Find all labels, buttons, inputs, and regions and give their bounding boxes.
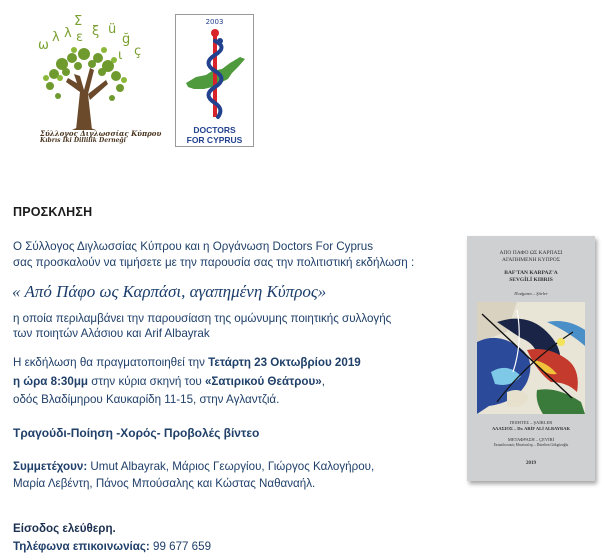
logo-year: 2003 — [205, 18, 224, 26]
invitation-heading: ΠΡΟΣΚΛΗΣΗ — [13, 205, 93, 219]
logo-letter: Σ — [74, 14, 83, 29]
event-time: η ώρα 8:30μμ — [13, 375, 89, 388]
contact-line — [13, 539, 211, 554]
caduceus-icon — [182, 27, 248, 123]
logo-title-line1: DOCTORS — [193, 125, 236, 135]
book-year: 2019 — [526, 461, 536, 466]
book-genre: Ποιήματα – Şiirler — [514, 291, 548, 296]
event-venue — [13, 374, 325, 389]
venue-suffix: , — [321, 375, 325, 388]
event-address: οδός Βλαδίμηρου Καυκαρίδη 11-15, στην Αγλαντζιά. — [13, 393, 280, 406]
association-name-tr: Kıbrıs İki Dillilik Derneği — [40, 137, 126, 144]
description-line-1: η οποία περιλαμβάνει την παρουσίαση της ομώνυμης ποιητικής συλλογής — [13, 312, 392, 325]
when-prefix: Η εκδήλωση θα πραγματοποιηθεί την — [13, 356, 209, 369]
participants-names-1: Umut Albayrak, Μάριος Γεωργίου, Γιώργος Καλογήρου, — [87, 460, 375, 473]
event-date: Τετάρτη 23 Οκτωβρίου 2019 — [208, 356, 361, 369]
association-name: Σύλλογος Διγλωσσίας Κύπρου — [40, 129, 162, 138]
logo-letter: λ — [64, 26, 72, 41]
phone-label: Τηλέφωνα επικοινωνίας: — [13, 540, 150, 553]
logo-letter: ι — [118, 48, 123, 63]
logo-letter: λ — [52, 30, 60, 45]
book-poets-label: ΠΟΙΗΤΕΣ – ŞAİRLER — [509, 420, 553, 425]
book-translator: Εκπαιδευτικός Μπούσαλης – Düzelten Gökgözoğlu — [493, 443, 569, 447]
description-line-2: των ποιητών Αλάσιου και Arif Albayrak — [13, 327, 210, 340]
book-poets: ΑΛΑΣΙΟΣ – Dr. ARİF ALİ ALBAYRAK — [491, 426, 571, 431]
logo-letter: ğ — [122, 32, 131, 47]
participants-line-1 — [13, 459, 374, 474]
association-logo — [14, 12, 164, 142]
book-title-tr-1: BAF'TAN KARPAZ'A — [504, 270, 558, 276]
book-translation-label: ΜΕΤΑΦΡΑΣΗ – ÇEVİRİ — [507, 437, 555, 442]
venue-name: «Σατιρικού Θεάτρου» — [204, 375, 322, 388]
event-when — [13, 355, 361, 370]
event-title: « Από Πάφο ως Καρπάσι, αγαπημένη Κύπρος» — [12, 282, 327, 301]
logo-letter: ω — [38, 38, 49, 53]
logo-letter: ξ — [92, 24, 100, 39]
entry-note: Είσοδος ελεύθερη. — [13, 522, 116, 535]
logo-letter: ç — [134, 44, 142, 59]
book-title-tr-2: SEVGİLİ KIBRIS — [509, 277, 553, 283]
book-cover — [467, 236, 595, 481]
phone-number: 99 677 659 — [149, 540, 212, 553]
intro-line-1: Ο Σύλλογος Διγλωσσίας Κύπρου και η Οργάνωση Doctors For Cyprus — [13, 240, 374, 253]
book-title-gr-2: ΑΓΑΠΗΜΕΝΗ ΚΥΠΡΟΣ — [502, 257, 560, 263]
participants-line-2: Μαρία Λεβέντη, Πάνος Μπούσαλης και Κώστας Ναθαναήλ. — [13, 477, 316, 490]
book-title-gr-1: ΑΠΟ ΠΑΦΟ ΩΣ ΚΑΡΠΑΣΙ — [499, 250, 563, 256]
venue-prefix: στην κύρια σκηνή του — [88, 375, 205, 388]
intro-line-2: σας προσκαλούν να τιμήσετε με την παρουσία σας την πολιτιστική εκδήλωση : — [13, 256, 415, 269]
event-program: Τραγούδι-Ποίηση -Χορός- Προβολές βίντεο — [13, 426, 260, 440]
cover-painting — [477, 302, 585, 414]
logo-letter: ε — [76, 30, 84, 45]
logo-letter: ü — [108, 22, 117, 37]
doctors-for-cyprus-logo — [175, 14, 254, 147]
participants-label: Συμμετέχουν: — [13, 460, 88, 473]
logo-title-line2: FOR CYPRUS — [186, 135, 243, 145]
